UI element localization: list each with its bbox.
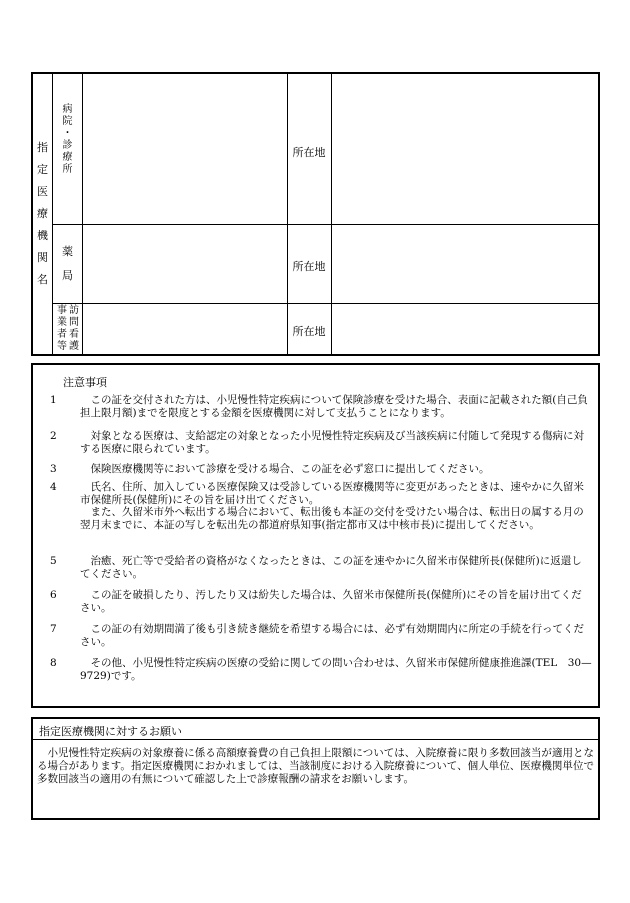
note-text: その他、小児慢性特定疾病の医療の受給に関しての問い合わせは、久留米市保健所健康推進課(TEL 30—9729)です。 xyxy=(80,657,592,682)
note-text: 保険医療機関等において診療を受ける場合、この証を必ず窓口に提出してください。 xyxy=(90,463,490,475)
note-text-continued: また、久留米市外へ転出する場合において、転出後も本証の交付を受けたい場合は、転出日の属する月の翌月末までに、本証の写しを転出先の都道府県知事(指定都市又は中核市長)に提出してください。 xyxy=(80,506,584,531)
note-text: この証を破損したり、汚したり又は紛失した場合は、久留米市保健所長(保健所)にその旨を届け出てください。 xyxy=(80,589,582,614)
note-number: 5 xyxy=(50,555,57,567)
note-text: 対象となる医療は、支給認定の対象となった小児慢性特定疾病及び当該疾病に付随して発現する傷病に対する医療に限られています。 xyxy=(80,430,584,455)
section-label-designated-institution xyxy=(33,74,52,354)
divider xyxy=(52,224,598,225)
request-title: 指定医療機関に対するお願い xyxy=(39,725,182,738)
label-char: ・ xyxy=(62,128,73,139)
divider xyxy=(287,74,288,354)
label-char: 療 xyxy=(37,207,48,220)
row-label-hospital-clinic xyxy=(53,104,82,184)
divider xyxy=(82,74,83,354)
row-label-pharmacy xyxy=(53,240,82,290)
row-label-home-nursing xyxy=(54,305,82,353)
note-number: 7 xyxy=(50,623,57,635)
designated-institution-table xyxy=(31,72,600,356)
note-text: この証の有効期間満了後も引き続き継続を希望する場合には、必ず有効期間内に所定の手続を行ってください。 xyxy=(80,623,584,648)
location-label: 所在地 xyxy=(292,325,326,338)
label-char: 名 xyxy=(37,273,48,286)
label-char: 看 xyxy=(69,329,79,340)
label-char: 所 xyxy=(62,164,73,175)
note-text: この証を交付された方は、小児慢性特定疾病について保険診療を受けた場合、表面に記載された額(自己負担上限月額)までを限度とする金額を医療機関に対して支払うことになります。 xyxy=(80,394,588,419)
note-number: 8 xyxy=(50,657,57,669)
label-column xyxy=(57,305,67,353)
note-number: 4 xyxy=(50,481,57,493)
label-char: 局 xyxy=(62,269,73,282)
divider xyxy=(52,303,598,304)
label-char: 療 xyxy=(62,152,73,163)
note-number: 2 xyxy=(50,430,57,442)
label-char: 院 xyxy=(62,116,73,127)
label-char: 関 xyxy=(37,251,48,264)
note-number: 1 xyxy=(50,394,57,406)
label-char: 者 xyxy=(57,329,67,340)
request-header xyxy=(33,719,598,740)
label-char: 護 xyxy=(69,341,79,352)
label-char: 等 xyxy=(57,341,67,352)
divider xyxy=(331,74,332,354)
notes-section xyxy=(31,363,600,708)
label-column xyxy=(69,305,79,353)
notes-title: 注意事項 xyxy=(63,376,107,389)
note-number: 3 xyxy=(50,463,57,475)
label-char: 診 xyxy=(62,140,73,151)
request-section xyxy=(31,717,600,820)
label-char: 医 xyxy=(37,185,48,198)
label-char: 事 xyxy=(57,305,67,316)
label-char: 機 xyxy=(37,229,48,242)
label-char: 定 xyxy=(37,163,48,176)
request-body: 小児慢性特定疾病の対象療養に係る高額療養費の自己負担上限額については、入院療養に限り多数回該当が適用となる場合があります。指定医療機関におかれましては、当該制度における入院療養について、個人単位、医療機関単位で多数回該当の適用の有無について確認した上で診療報酬の請求をお願いします。 xyxy=(37,747,594,785)
location-label: 所在地 xyxy=(292,260,326,273)
location-label: 所在地 xyxy=(292,146,326,159)
label-char: 問 xyxy=(69,317,79,328)
label-char: 薬 xyxy=(62,245,73,258)
note-text: 治癒、死亡等で受給者の資格がなくなったときは、この証を速やかに久留米市保健所長(保健所)に返還してください。 xyxy=(80,555,582,580)
note-number: 6 xyxy=(50,589,57,601)
note-text: 氏名、住所、加入している医療保険又は受診している医療機関等に変更があったときは、速やかに久留米市保健所長(保健所)にその旨を届け出てください。 xyxy=(80,481,584,506)
label-char: 指 xyxy=(37,141,48,154)
label-char: 訪 xyxy=(69,305,79,316)
label-char: 病 xyxy=(62,104,73,115)
label-char: 業 xyxy=(57,317,67,328)
